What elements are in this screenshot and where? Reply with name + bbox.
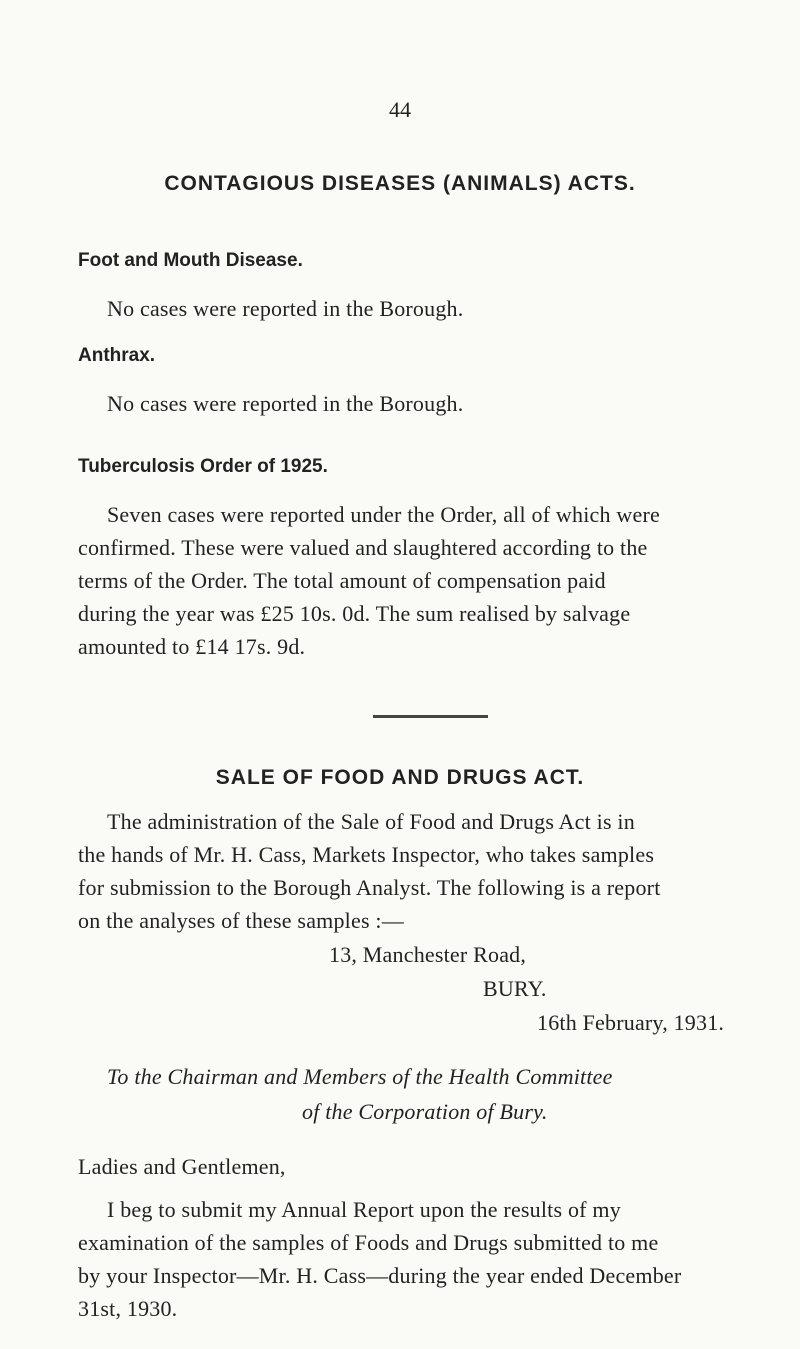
- tuberculosis-line: during the year was £25 10s. 0d. The sum realised by salvage: [78, 601, 631, 626]
- heading-foot-and-mouth: Foot and Mouth Disease.: [78, 250, 303, 271]
- letter-line: 31st, 1930.: [78, 1296, 178, 1321]
- anthrax-text: No cases were reported in the Borough.: [107, 391, 464, 416]
- address-street: 13, Manchester Road,: [329, 942, 527, 967]
- intro-line: on the analyses of these samples :—: [78, 908, 404, 933]
- letter-line: examination of the samples of Foods and Drugs submitted to me: [78, 1230, 659, 1255]
- heading-tuberculosis-order: Tuberculosis Order of 1925.: [78, 456, 328, 477]
- tuberculosis-line: confirmed. These were valued and slaughtered according to the: [78, 535, 648, 560]
- addressee-line: of the Corporation of Bury.: [302, 1099, 548, 1124]
- tuberculosis-line: terms of the Order. The total amount of compensation paid: [78, 568, 606, 593]
- section-divider: [373, 715, 488, 718]
- letter-line: by your Inspector—Mr. H. Cass—during the year ended December: [78, 1263, 682, 1288]
- tuberculosis-line: amounted to £14 17s. 9d.: [78, 634, 306, 659]
- intro-line: The administration of the Sale of Food and Drugs Act is in: [107, 809, 635, 834]
- section-title-contagious-diseases: CONTAGIOUS DISEASES (ANIMALS) ACTS.: [164, 172, 636, 195]
- section-title-sale-of-food-and-drugs: SALE OF FOOD AND DRUGS ACT.: [215, 766, 585, 789]
- tuberculosis-line: Seven cases were reported under the Order, all of which were: [107, 502, 660, 527]
- intro-line: for submission to the Borough Analyst. The following is a report: [78, 875, 661, 900]
- addressee-line: To the Chairman and Members of the Health Committee: [107, 1064, 613, 1089]
- letter-date: 16th February, 1931.: [537, 1010, 725, 1035]
- letter-line: I beg to submit my Annual Report upon the results of my: [107, 1197, 621, 1222]
- heading-anthrax: Anthrax.: [78, 345, 156, 366]
- intro-line: the hands of Mr. H. Cass, Markets Inspector, who takes samples: [78, 842, 655, 867]
- page-number: 44: [389, 97, 411, 122]
- foot-and-mouth-text: No cases were reported in the Borough.: [107, 296, 464, 321]
- address-town: BURY.: [483, 976, 547, 1001]
- salutation: Ladies and Gentlemen,: [78, 1154, 286, 1179]
